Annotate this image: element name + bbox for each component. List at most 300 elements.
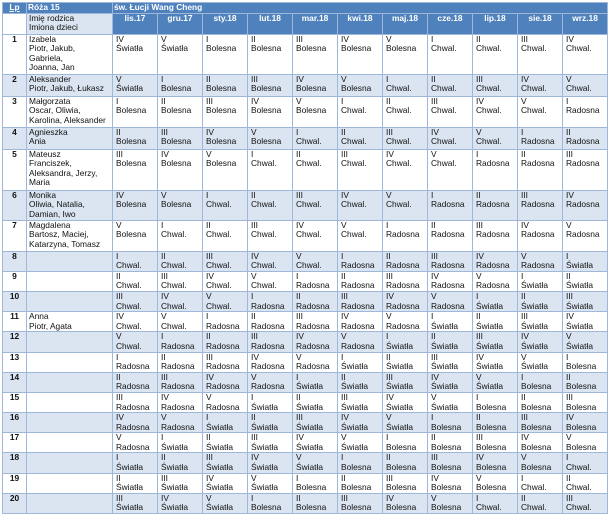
mystery-cell xyxy=(383,312,428,332)
month-header: lut.18 xyxy=(248,13,293,34)
mystery-number: V xyxy=(161,412,167,423)
mystery-number: I xyxy=(206,190,209,200)
mystery-part: Bolesna xyxy=(476,421,507,432)
mystery-cell xyxy=(518,352,563,372)
row-number: 17 xyxy=(3,433,27,453)
mystery-part: Światła xyxy=(251,462,278,473)
mystery-part: Światła xyxy=(161,462,188,473)
mystery-cell xyxy=(113,493,158,513)
mystery-number: III xyxy=(206,452,213,463)
member-name-line: Aleksander xyxy=(29,74,71,84)
mystery-number: I xyxy=(521,473,524,483)
mystery-part: Bolesna xyxy=(476,401,507,412)
mystery-number: V xyxy=(251,127,257,137)
mystery-cell xyxy=(518,413,563,433)
mystery-number: II xyxy=(116,473,121,483)
mystery-number: II xyxy=(476,34,481,44)
mystery-cell xyxy=(158,413,203,433)
mystery-number: IV xyxy=(206,127,214,137)
mystery-cell xyxy=(113,34,158,74)
mystery-cell xyxy=(158,453,203,473)
mystery-part: Radosna xyxy=(476,260,510,271)
mystery-part: Światła xyxy=(206,441,233,452)
row-number: 18 xyxy=(3,453,27,473)
mystery-number: III xyxy=(116,291,123,301)
mystery-part: Chwal. xyxy=(386,199,412,210)
table-row xyxy=(3,291,608,311)
table-row xyxy=(3,149,608,190)
mystery-part: Bolesna xyxy=(116,105,147,116)
mystery-part: Światła xyxy=(161,441,188,452)
mystery-cell xyxy=(113,453,158,473)
mystery-part: Światła xyxy=(521,361,548,372)
mystery-number: III xyxy=(116,149,123,159)
mystery-part: Radosna xyxy=(341,340,375,351)
member-name-line: Maria xyxy=(29,177,50,188)
mystery-part: Radosna xyxy=(116,361,150,372)
mystery-cell xyxy=(563,291,608,311)
mystery-cell xyxy=(473,392,518,412)
mystery-part: Radosna xyxy=(296,320,330,331)
mystery-part: Chwal. xyxy=(476,136,502,147)
mystery-cell xyxy=(473,352,518,372)
mystery-number: V xyxy=(476,271,482,281)
mystery-part: Radosna xyxy=(386,320,420,331)
mystery-number: IV xyxy=(341,311,349,322)
member-names xyxy=(27,190,113,220)
mystery-part: Radosna xyxy=(521,229,555,240)
mystery-number: IV xyxy=(251,96,259,106)
mystery-number: IV xyxy=(386,149,394,159)
mystery-part: Radosna xyxy=(251,300,285,311)
mystery-cell xyxy=(293,352,338,372)
mystery-cell xyxy=(383,453,428,473)
mystery-cell xyxy=(563,127,608,149)
mystery-number: V xyxy=(386,412,392,423)
mystery-cell xyxy=(338,190,383,220)
mystery-cell xyxy=(203,493,248,513)
mystery-cell xyxy=(158,291,203,311)
mystery-part: Światła xyxy=(386,340,413,351)
mystery-part: Chwal. xyxy=(116,300,142,311)
mystery-number: I xyxy=(386,220,389,230)
lp-header: Lp xyxy=(3,3,27,14)
mystery-cell xyxy=(113,271,158,291)
table-row xyxy=(3,127,608,149)
mystery-cell xyxy=(293,413,338,433)
mystery-number: I xyxy=(161,74,164,84)
month-header: cze.18 xyxy=(428,13,473,34)
mystery-number: II xyxy=(521,493,526,503)
mystery-number: III xyxy=(431,96,438,106)
mystery-part: Chwal. xyxy=(296,260,322,271)
mystery-part: Bolesna xyxy=(341,43,372,54)
mystery-number: II xyxy=(161,96,166,106)
member-names xyxy=(27,493,113,513)
mystery-cell xyxy=(158,312,203,332)
mystery-number: V xyxy=(206,149,212,159)
mystery-number: IV xyxy=(521,331,529,342)
mystery-part: Bolesna xyxy=(116,136,147,147)
mystery-part: Światła xyxy=(296,401,323,412)
mystery-part: Bolesna xyxy=(431,502,462,513)
row-number: 12 xyxy=(3,332,27,352)
row-number: 10 xyxy=(3,291,27,311)
mystery-part: Bolesna xyxy=(521,381,552,392)
mystery-cell xyxy=(383,149,428,190)
table-row xyxy=(3,493,608,513)
mystery-number: I xyxy=(521,127,524,137)
table-row xyxy=(3,271,608,291)
mystery-part: Chwal. xyxy=(161,320,187,331)
mystery-cell xyxy=(203,127,248,149)
mystery-part: Światła xyxy=(206,482,233,493)
mystery-number: IV xyxy=(566,190,574,200)
mystery-part: Światła xyxy=(476,381,503,392)
mystery-cell xyxy=(248,332,293,352)
mystery-part: Światła xyxy=(296,421,323,432)
mystery-number: IV xyxy=(251,251,259,261)
mystery-number: III xyxy=(161,271,168,281)
mystery-number: V xyxy=(116,74,122,84)
mystery-number: II xyxy=(431,331,436,342)
mystery-part: Radosna xyxy=(566,158,600,169)
mystery-part: Radosna xyxy=(206,381,240,392)
mystery-number: II xyxy=(296,149,301,159)
mystery-number: I xyxy=(296,473,299,483)
mystery-number: I xyxy=(116,251,119,261)
mystery-number: II xyxy=(296,493,301,503)
mystery-part: Światła xyxy=(566,260,593,271)
mystery-part: Światła xyxy=(476,300,503,311)
mystery-number: IV xyxy=(296,331,304,342)
mystery-part: Chwal. xyxy=(206,229,232,240)
mystery-part: Światła xyxy=(521,280,548,291)
mystery-number: II xyxy=(251,311,256,322)
mystery-cell xyxy=(248,96,293,127)
mystery-number: II xyxy=(476,190,481,200)
mystery-cell xyxy=(473,96,518,127)
mystery-part: Światła xyxy=(251,482,278,493)
mystery-number: IV xyxy=(476,251,484,261)
mystery-part: Światła xyxy=(161,502,188,513)
mystery-part: Światła xyxy=(116,502,143,513)
mystery-part: Bolesna xyxy=(206,158,237,169)
mystery-cell xyxy=(158,127,203,149)
mystery-cell xyxy=(293,127,338,149)
mystery-part: Radosna xyxy=(116,421,150,432)
mystery-cell xyxy=(563,332,608,352)
mystery-cell xyxy=(113,433,158,453)
mystery-number: II xyxy=(521,392,526,402)
mystery-part: Światła xyxy=(251,401,278,412)
member-name-line: Piotr, Jakub, Łukasz xyxy=(29,83,104,94)
mystery-number: III xyxy=(521,311,528,322)
mystery-number: IV xyxy=(206,372,214,382)
mystery-number: I xyxy=(566,251,569,261)
mystery-number: III xyxy=(386,372,393,382)
mystery-number: IV xyxy=(566,311,574,322)
member-names xyxy=(27,352,113,372)
row-number: 20 xyxy=(3,493,27,513)
mystery-cell xyxy=(473,127,518,149)
mystery-part: Chwal. xyxy=(521,482,547,493)
mystery-number: III xyxy=(206,251,213,261)
mystery-part: Chwal. xyxy=(116,280,142,291)
mystery-part: Światła xyxy=(161,43,188,54)
row-number: 8 xyxy=(3,251,27,271)
mystery-number: IV xyxy=(296,220,304,230)
mystery-part: Radosna xyxy=(116,381,150,392)
mystery-number: II xyxy=(566,271,571,281)
member-names xyxy=(27,473,113,493)
mystery-cell xyxy=(113,352,158,372)
mystery-cell xyxy=(563,493,608,513)
mystery-cell xyxy=(563,372,608,392)
mystery-cell xyxy=(293,74,338,96)
mystery-part: Chwal. xyxy=(116,340,142,351)
mystery-cell xyxy=(203,291,248,311)
mystery-part: Bolesna xyxy=(161,136,192,147)
mystery-cell xyxy=(563,149,608,190)
mystery-cell xyxy=(248,433,293,453)
mystery-part: Chwal. xyxy=(476,105,502,116)
name-header-line1: Imię rodzica xyxy=(29,13,75,23)
mystery-part: Radosna xyxy=(341,260,375,271)
mystery-part: Chwal. xyxy=(296,229,322,240)
mystery-cell xyxy=(293,291,338,311)
mystery-cell xyxy=(293,392,338,412)
mystery-part: Światła xyxy=(566,280,593,291)
mystery-cell xyxy=(203,372,248,392)
mystery-number: II xyxy=(206,74,211,84)
mystery-part: Światła xyxy=(476,340,503,351)
mystery-number: II xyxy=(341,372,346,382)
mystery-cell xyxy=(293,473,338,493)
mystery-part: Bolesna xyxy=(521,441,552,452)
mystery-cell xyxy=(428,413,473,433)
mystery-number: II xyxy=(431,74,436,84)
mystery-number: I xyxy=(296,372,299,382)
mystery-cell xyxy=(113,251,158,271)
mystery-part: Chwal. xyxy=(521,502,547,513)
mystery-cell xyxy=(473,74,518,96)
mystery-cell xyxy=(338,149,383,190)
member-names xyxy=(27,372,113,392)
mystery-part: Światła xyxy=(341,441,368,452)
row-number: 9 xyxy=(3,271,27,291)
mystery-part: Bolesna xyxy=(476,462,507,473)
mystery-number: II xyxy=(566,372,571,382)
mystery-part: Chwal. xyxy=(206,199,232,210)
mystery-cell xyxy=(428,332,473,352)
mystery-part: Radosna xyxy=(521,136,555,147)
patron-row xyxy=(3,3,608,14)
mystery-cell xyxy=(338,493,383,513)
mystery-part: Bolesna xyxy=(341,502,372,513)
mystery-part: Światła xyxy=(431,340,458,351)
mystery-part: Światła xyxy=(206,462,233,473)
mystery-cell xyxy=(473,332,518,352)
mystery-part: Chwal. xyxy=(341,158,367,169)
row-number: 2 xyxy=(3,74,27,96)
mystery-number: I xyxy=(161,331,164,342)
mystery-number: III xyxy=(296,412,303,423)
mystery-part: Chwal. xyxy=(566,83,592,94)
mystery-part: Światła xyxy=(206,421,233,432)
mystery-number: I xyxy=(206,412,209,423)
mystery-number: III xyxy=(386,473,393,483)
table-row xyxy=(3,433,608,453)
mystery-part: Chwal. xyxy=(431,43,457,54)
mystery-number: I xyxy=(566,452,569,463)
mystery-part: Chwal. xyxy=(296,199,322,210)
mystery-part: Chwal. xyxy=(476,502,502,513)
mystery-number: II xyxy=(251,190,256,200)
mystery-part: Światła xyxy=(296,381,323,392)
mystery-cell xyxy=(158,352,203,372)
table-row xyxy=(3,96,608,127)
mystery-part: Bolesna xyxy=(161,199,192,210)
mystery-cell xyxy=(203,413,248,433)
mystery-part: Światła xyxy=(431,320,458,331)
member-names xyxy=(27,127,113,149)
mystery-number: I xyxy=(431,34,434,44)
mystery-number: III xyxy=(116,493,123,503)
mystery-cell xyxy=(383,413,428,433)
mystery-cell xyxy=(203,190,248,220)
mystery-cell xyxy=(113,413,158,433)
mystery-number: V xyxy=(116,331,122,342)
mystery-cell xyxy=(113,312,158,332)
mystery-part: Bolesna xyxy=(386,482,417,493)
mystery-number: II xyxy=(431,432,436,443)
member-name-line: Monika xyxy=(29,190,56,200)
mystery-number: III xyxy=(386,127,393,137)
mystery-part: Chwal. xyxy=(116,260,142,271)
mystery-cell xyxy=(428,127,473,149)
mystery-cell xyxy=(383,271,428,291)
mystery-part: Chwal. xyxy=(431,158,457,169)
mystery-part: Radosna xyxy=(341,300,375,311)
mystery-number: III xyxy=(476,331,483,342)
mystery-part: Światła xyxy=(431,381,458,392)
mystery-number: I xyxy=(386,331,389,342)
mystery-cell xyxy=(383,220,428,251)
mystery-cell xyxy=(473,372,518,392)
mystery-cell xyxy=(338,453,383,473)
mystery-cell xyxy=(203,433,248,453)
mystery-part: Chwal. xyxy=(566,43,592,54)
mystery-cell xyxy=(338,312,383,332)
mystery-cell xyxy=(428,220,473,251)
mystery-part: Światła xyxy=(386,421,413,432)
mystery-cell xyxy=(158,392,203,412)
mystery-number: V xyxy=(341,220,347,230)
mystery-part: Radosna xyxy=(296,361,330,372)
mystery-cell xyxy=(473,34,518,74)
mystery-number: III xyxy=(476,220,483,230)
mystery-part: Radosna xyxy=(521,199,555,210)
mystery-part: Światła xyxy=(341,421,368,432)
mystery-part: Bolesna xyxy=(386,462,417,473)
mystery-cell xyxy=(563,312,608,332)
mystery-cell xyxy=(518,96,563,127)
mystery-cell xyxy=(248,392,293,412)
mystery-number: V xyxy=(521,251,527,261)
mystery-cell xyxy=(158,96,203,127)
mystery-part: Bolesna xyxy=(296,502,327,513)
mystery-cell xyxy=(518,220,563,251)
mystery-cell xyxy=(473,251,518,271)
mystery-part: Radosna xyxy=(251,320,285,331)
mystery-number: V xyxy=(116,220,122,230)
mystery-number: II xyxy=(161,352,166,362)
month-header: maj.18 xyxy=(383,13,428,34)
mystery-number: V xyxy=(206,493,212,503)
mystery-number: I xyxy=(116,352,119,362)
mystery-part: Chwal. xyxy=(206,280,232,291)
mystery-part: Chwal. xyxy=(476,43,502,54)
mystery-number: IV xyxy=(431,127,439,137)
mystery-number: II xyxy=(116,271,121,281)
table-row xyxy=(3,251,608,271)
mystery-part: Bolesna xyxy=(116,199,147,210)
mystery-cell xyxy=(248,473,293,493)
mystery-part: Światła xyxy=(116,482,143,493)
member-names xyxy=(27,96,113,127)
mystery-cell xyxy=(113,127,158,149)
mystery-cell xyxy=(383,251,428,271)
mystery-cell xyxy=(293,372,338,392)
mystery-part: Bolesna xyxy=(341,482,372,493)
mystery-cell xyxy=(113,332,158,352)
mystery-cell xyxy=(428,291,473,311)
mystery-part: Bolesna xyxy=(206,136,237,147)
mystery-cell xyxy=(563,473,608,493)
mystery-part: Bolesna xyxy=(206,43,237,54)
mystery-number: III xyxy=(161,372,168,382)
mystery-part: Chwal. xyxy=(521,105,547,116)
mystery-cell xyxy=(473,493,518,513)
member-names xyxy=(27,291,113,311)
mystery-part: Bolesna xyxy=(431,441,462,452)
mystery-number: V xyxy=(566,331,572,342)
mystery-part: Radosna xyxy=(341,280,375,291)
mystery-cell xyxy=(518,291,563,311)
mystery-number: I xyxy=(521,372,524,382)
mystery-part: Radosna xyxy=(476,158,510,169)
member-name-line: Piotr, Jakub, Gabriela, xyxy=(29,43,76,63)
mystery-number: IV xyxy=(116,34,124,44)
mystery-cell xyxy=(563,271,608,291)
mystery-number: I xyxy=(296,127,299,137)
mystery-part: Bolesna xyxy=(566,421,597,432)
mystery-part: Bolesna xyxy=(116,158,147,169)
mystery-number: V xyxy=(476,127,482,137)
mystery-part: Światła xyxy=(476,361,503,372)
mystery-number: I xyxy=(251,493,254,503)
mystery-number: I xyxy=(566,352,569,362)
mystery-number: V xyxy=(566,74,572,84)
mystery-cell xyxy=(473,149,518,190)
mystery-part: Radosna xyxy=(161,421,195,432)
mystery-number: V xyxy=(566,432,572,443)
mystery-number: I xyxy=(431,311,434,322)
mystery-cell xyxy=(338,413,383,433)
mystery-cell xyxy=(518,433,563,453)
row-number: 14 xyxy=(3,372,27,392)
